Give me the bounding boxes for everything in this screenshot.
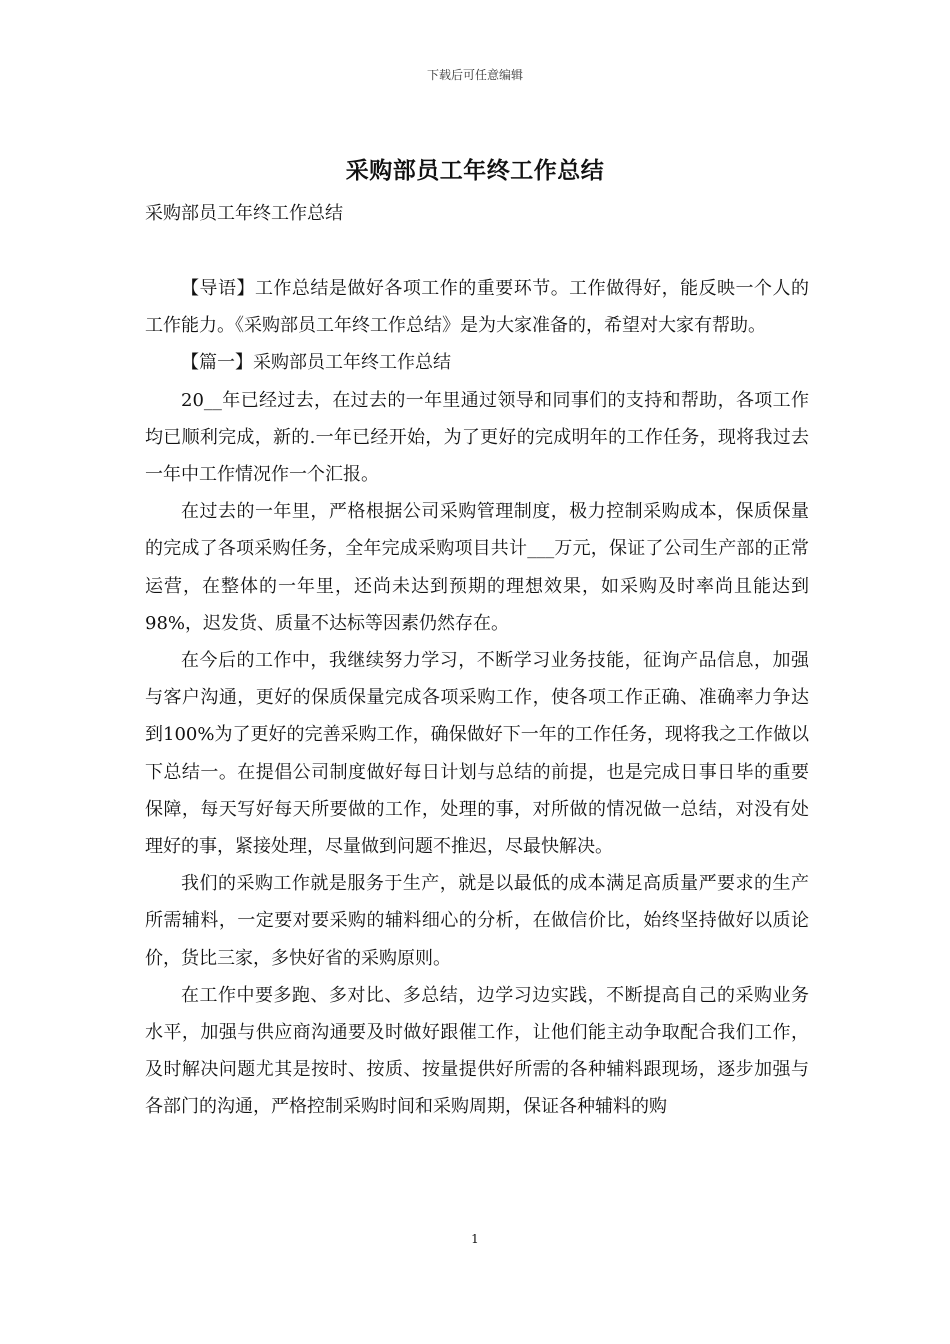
document-body xyxy=(145,270,809,1126)
header-note: 下载后可任意编辑 xyxy=(426,68,523,82)
paragraph: 20__年已经过去，在过去的一年里通过领导和同事们的支持和帮助，各项工作均已顺利完成，新的.一年已经开始，为了更好的完成明年的工作任务，现将我过去一年中工作情况作一个汇报。 xyxy=(145,389,809,486)
document-title: 采购部员工年终工作总结 xyxy=(345,157,605,184)
paragraph: 在过去的一年里，严格根据公司采购管理制度，极力控制采购成本，保质保量的完成了各项采购任务，全年完成采购项目共计___万元，保证了公司生产部的正常运营，在整体的一年里，还尚未达到预期的理想效果，如采购及时率尚且能达到98%，迟发货、质量不达标等因素仍然存在。 xyxy=(145,501,809,634)
page-number: 1 xyxy=(471,1232,479,1246)
document-subtitle: 采购部员工年终工作总结 xyxy=(145,203,343,224)
section-heading: 【篇一】采购部员工年终工作总结 xyxy=(181,352,451,374)
paragraph: 我们的采购工作就是服务于生产，就是以最低的成本满足高质量严要求的生产所需辅料，一定要对要采购的辅料细心的分析，在做信价比，始终坚持做好以质论价，货比三家，多快好省的采购原则。 xyxy=(145,873,809,969)
paragraph: 在今后的工作中，我继续努力学习，不断学习业务技能，征询产品信息，加强与客户沟通，更好的保质保量完成各项采购工作，使各项工作正确、准确率力争达到100%为了更好的完善采购工作，确保做好下一年的工作任务，现将我之工作做以下总结一。在提倡公司制度做好每日计划与总结的前提，也是完成日事日毕的重要保障，每天写好每天所要做的工作，处理的事，对所做的情况做一总结，对没有处理好的事，紧接处理，尽量做到问题不推迟，尽最快解决。 xyxy=(145,650,809,858)
paragraph-intro: 【导语】工作总结是做好各项工作的重要环节。工作做得好，能反映一个人的工作能力。《采购部员工年终工作总结》是为大家准备的，希望对大家有帮助。 xyxy=(145,278,809,337)
paragraph: 在工作中要多跑、多对比、多总结，边学习边实践，不断提高自己的采购业务水平，加强与供应商沟通要及时做好跟催工作，让他们能主动争取配合我们工作，及时解决问题尤其是按时、按质、按量提供好所需的各种辅料跟现场，逐步加强与各部门的沟通，严格控制采购时间和采购周期，保证各种辅料的购 xyxy=(145,984,809,1118)
